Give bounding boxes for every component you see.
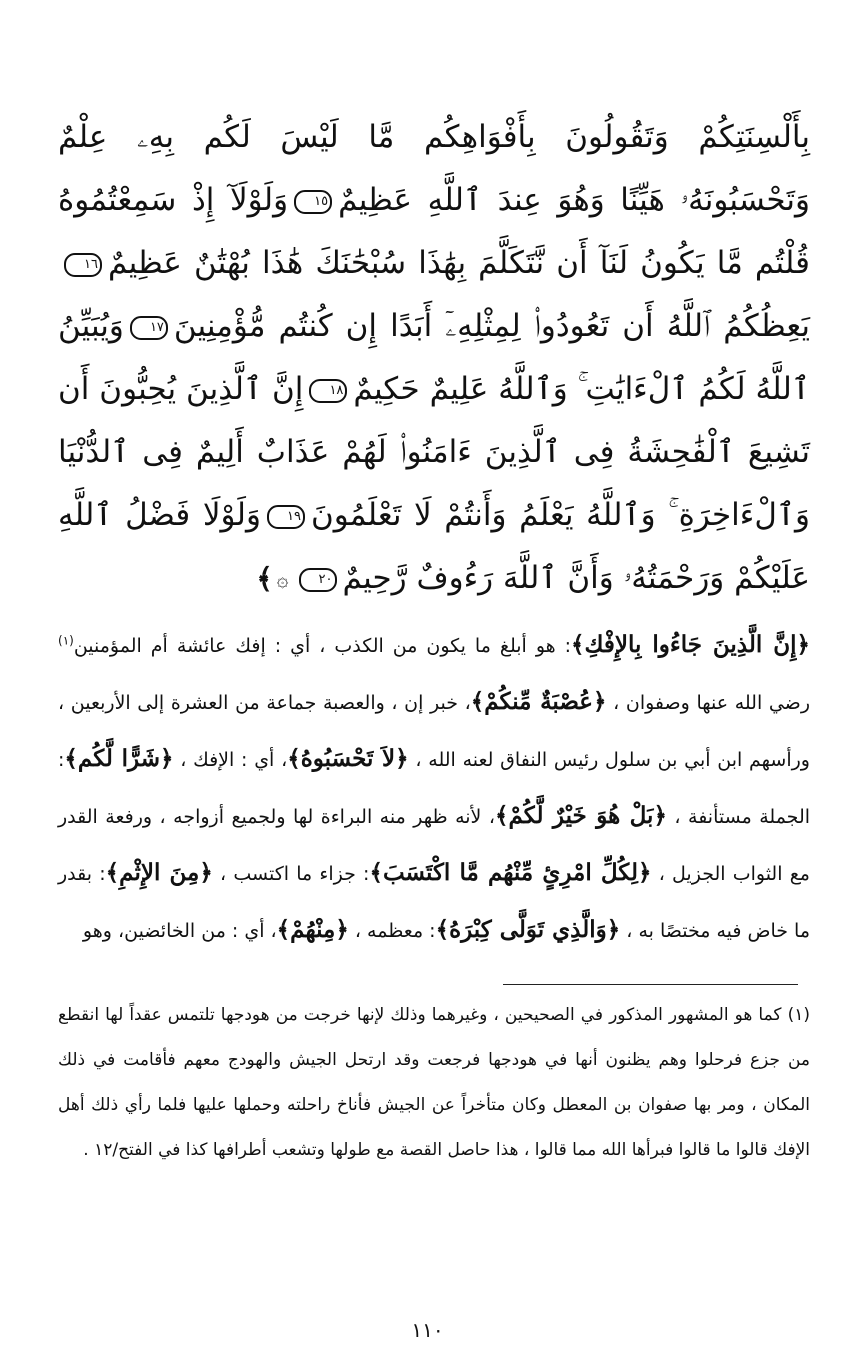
section-end-star-icon: ۞ [276,567,289,591]
quran-text: وَيُبَيِّنُ ٱللَّهُ لَكُمُ ٱلْءَايَٰتِ ۚ وَٱللَّهُ عَلِيمٌ حَكِيمٌ [58,308,810,407]
close-bracket: ﴾ [571,631,585,658]
commentary-text: : هو أبلغ ما يكون من الكذب ، أي : إفك عائشة أم المؤمنين [73,635,572,657]
quran-text: وَلَوْلَآ إِذْ سَمِعْتُمُوهُ قُلْتُم مَّا يَكُونُ لَنَآ أَن نَّتَكَلَّمَ بِهَٰذَا سُبْحَٰنَكَ هَٰذَا بُهْتَٰنٌ عَظِيمٌ [58,182,810,281]
commentary-text: : معظمه ، [348,920,436,942]
commentary-text: ، لأنه ظهر منه البراءة لها ولجميع أزواجه ، ورفعة القدر مع الثواب الجزيل ، [58,806,810,885]
footnote: (١) كما هو المشهور المذكور في الصحيحين ، وغيرهما وذلك لإنها خرجت من هودجها تلتمس عقداً لها انقطع من جزع فرحلوا وهم يظنون أنها في هودجها فرجعت وقد ارتحل الجيش والهودج معهم فأقامت في ذلك المكان ، ومر بها صفوان بن المعطل وكان متأخراً عن الجيش فأناخ راحلته وحملها عليها فلما رأي ذلك أهل الإفك قالوا ما قالوا فبرأها الله مما قالوا ، هذا حاصل القصة مع طولها وتشعب أطرافها كذا في الفتح/١٢ . [58,1005,810,1160]
verse-quote: لِكُلِّ امْرِئٍ مِّنْهُم مَّا اكْتَسَبَ [382,859,639,886]
open-bracket: ﴿ [395,745,409,772]
open-bracket: ﴿ [653,802,667,829]
open-bracket: ﴿ [335,916,349,943]
ayah-number-marker: ٢٠ [299,568,337,592]
verse-quote: عُصْبَةٌ مِّنكُمْ [484,688,594,715]
verse-quote: لاَ تَحْسَبُوهُ [300,745,396,772]
close-bracket: ﴾ [494,802,509,829]
open-bracket: ﴿ [593,688,607,715]
tafsir-commentary [58,617,810,959]
quoted-verse-fragment [106,859,213,886]
ayah-number-marker: ١٥ [294,190,332,214]
quoted-verse-fragment [369,859,651,886]
commentary-text: ، خبر إن ، والعصبة جماعة من العشرة إلى الأربعين ، ورأسهم ابن أبي بن سلول رئيس النفاق لعنه الله ، [58,692,810,771]
close-bracket: ﴾ [276,916,291,943]
quoted-verse-fragment [571,631,810,658]
verse-quote: إِنَّ الَّذِينَ جَاءُوا بِالإِفْكِ [584,631,797,658]
footnote-divider [503,984,798,985]
open-bracket: ﴿ [638,859,652,886]
close-bracket: ﴾ [369,859,383,886]
closing-bracket: ﴾ [256,562,273,595]
ayah-number-marker: ١٦ [64,253,102,277]
quran-passage [58,106,810,611]
verse-quote: مِنَ الإِثْمِ [119,859,200,886]
footnote-reference[interactable]: (١) [58,633,74,648]
close-bracket: ﴾ [435,916,450,943]
verse-quote: وَالَّذِي تَوَلَّى كِبْرَهُ [449,916,607,943]
verse-quote: شَرًّا لَّكُم [77,745,160,772]
quran-text: يَعِظُكُمُ ٱللَّهُ أَن تَعُودُوا۟ لِمِثْلِهِۦٓ أَبَدًا إِن كُنتُم مُّؤْمِنِينَ [173,308,810,344]
commentary-text: ، أي : الإفك ، [173,749,288,771]
quoted-verse-fragment [471,688,607,715]
ayah-number-marker: ١٩ [267,505,305,529]
close-bracket: ﴾ [105,859,120,886]
ayah-number-marker: ١٧ [130,316,168,340]
open-bracket: ﴿ [796,631,810,658]
quoted-verse-fragment [436,916,621,943]
commentary-text: ، أي : من الخائضين، وهو [82,920,277,942]
quran-text: بِأَلْسِنَتِكُمْ وَتَقُولُونَ بِأَفْوَاهِكُم مَّا لَيْسَ لَكُم بِهِۦ عِلْمٌ وَتَحْسَبُونَهُۥ هَيِّنًا وَهُوَ عِندَ ٱللَّهِ عَظِيمٌ [58,119,811,218]
close-bracket: ﴾ [64,745,78,772]
commentary-text: رضي الله عنها وصفوان ، [606,692,810,714]
quoted-verse-fragment [287,745,408,772]
quoted-verse-fragment [495,802,667,829]
close-bracket: ﴾ [470,688,485,715]
commentary-text: : الجملة مستأنفة ، [58,749,811,828]
open-bracket: ﴿ [199,859,213,886]
open-bracket: ﴿ [606,916,621,943]
ayah-number-marker: ١٨ [309,379,347,403]
verse-quote: بَلْ هُوَ خَيْرٌ لَّكُمْ [508,802,654,829]
commentary-text: : جزاء ما اكتسب ، [212,863,370,885]
commentary-text: : بقدر ما خاض فيه مختصًا به ، [58,863,810,942]
open-bracket: ﴿ [159,745,174,772]
page-content [58,106,810,959]
verse-quote: مِنْهُمْ [290,916,336,943]
close-bracket: ﴾ [287,745,301,772]
quoted-verse-fragment [277,916,349,943]
quoted-verse-fragment [64,745,173,772]
page-number: ١١٠ [411,1318,444,1342]
quran-text: وَلَوْلَا فَضْلُ ٱللَّهِ عَلَيْكُمْ وَرَحْمَتُهُۥ وَأَنَّ ٱللَّهَ رَءُوفٌ رَّحِيمٌ [58,497,810,596]
quran-text: إِنَّ ٱلَّذِينَ يُحِبُّونَ أَن تَشِيعَ ٱلْفَٰحِشَةُ فِى ٱلَّذِينَ ءَامَنُوا۟ لَهُمْ عَذَابٌ أَلِيمٌ فِى ٱلدُّنْيَا وَٱلْءَاخِرَةِ ۚ وَٱللَّهُ يَعْلَمُ وَأَنتُمْ لَا تَعْلَمُونَ [58,371,810,533]
